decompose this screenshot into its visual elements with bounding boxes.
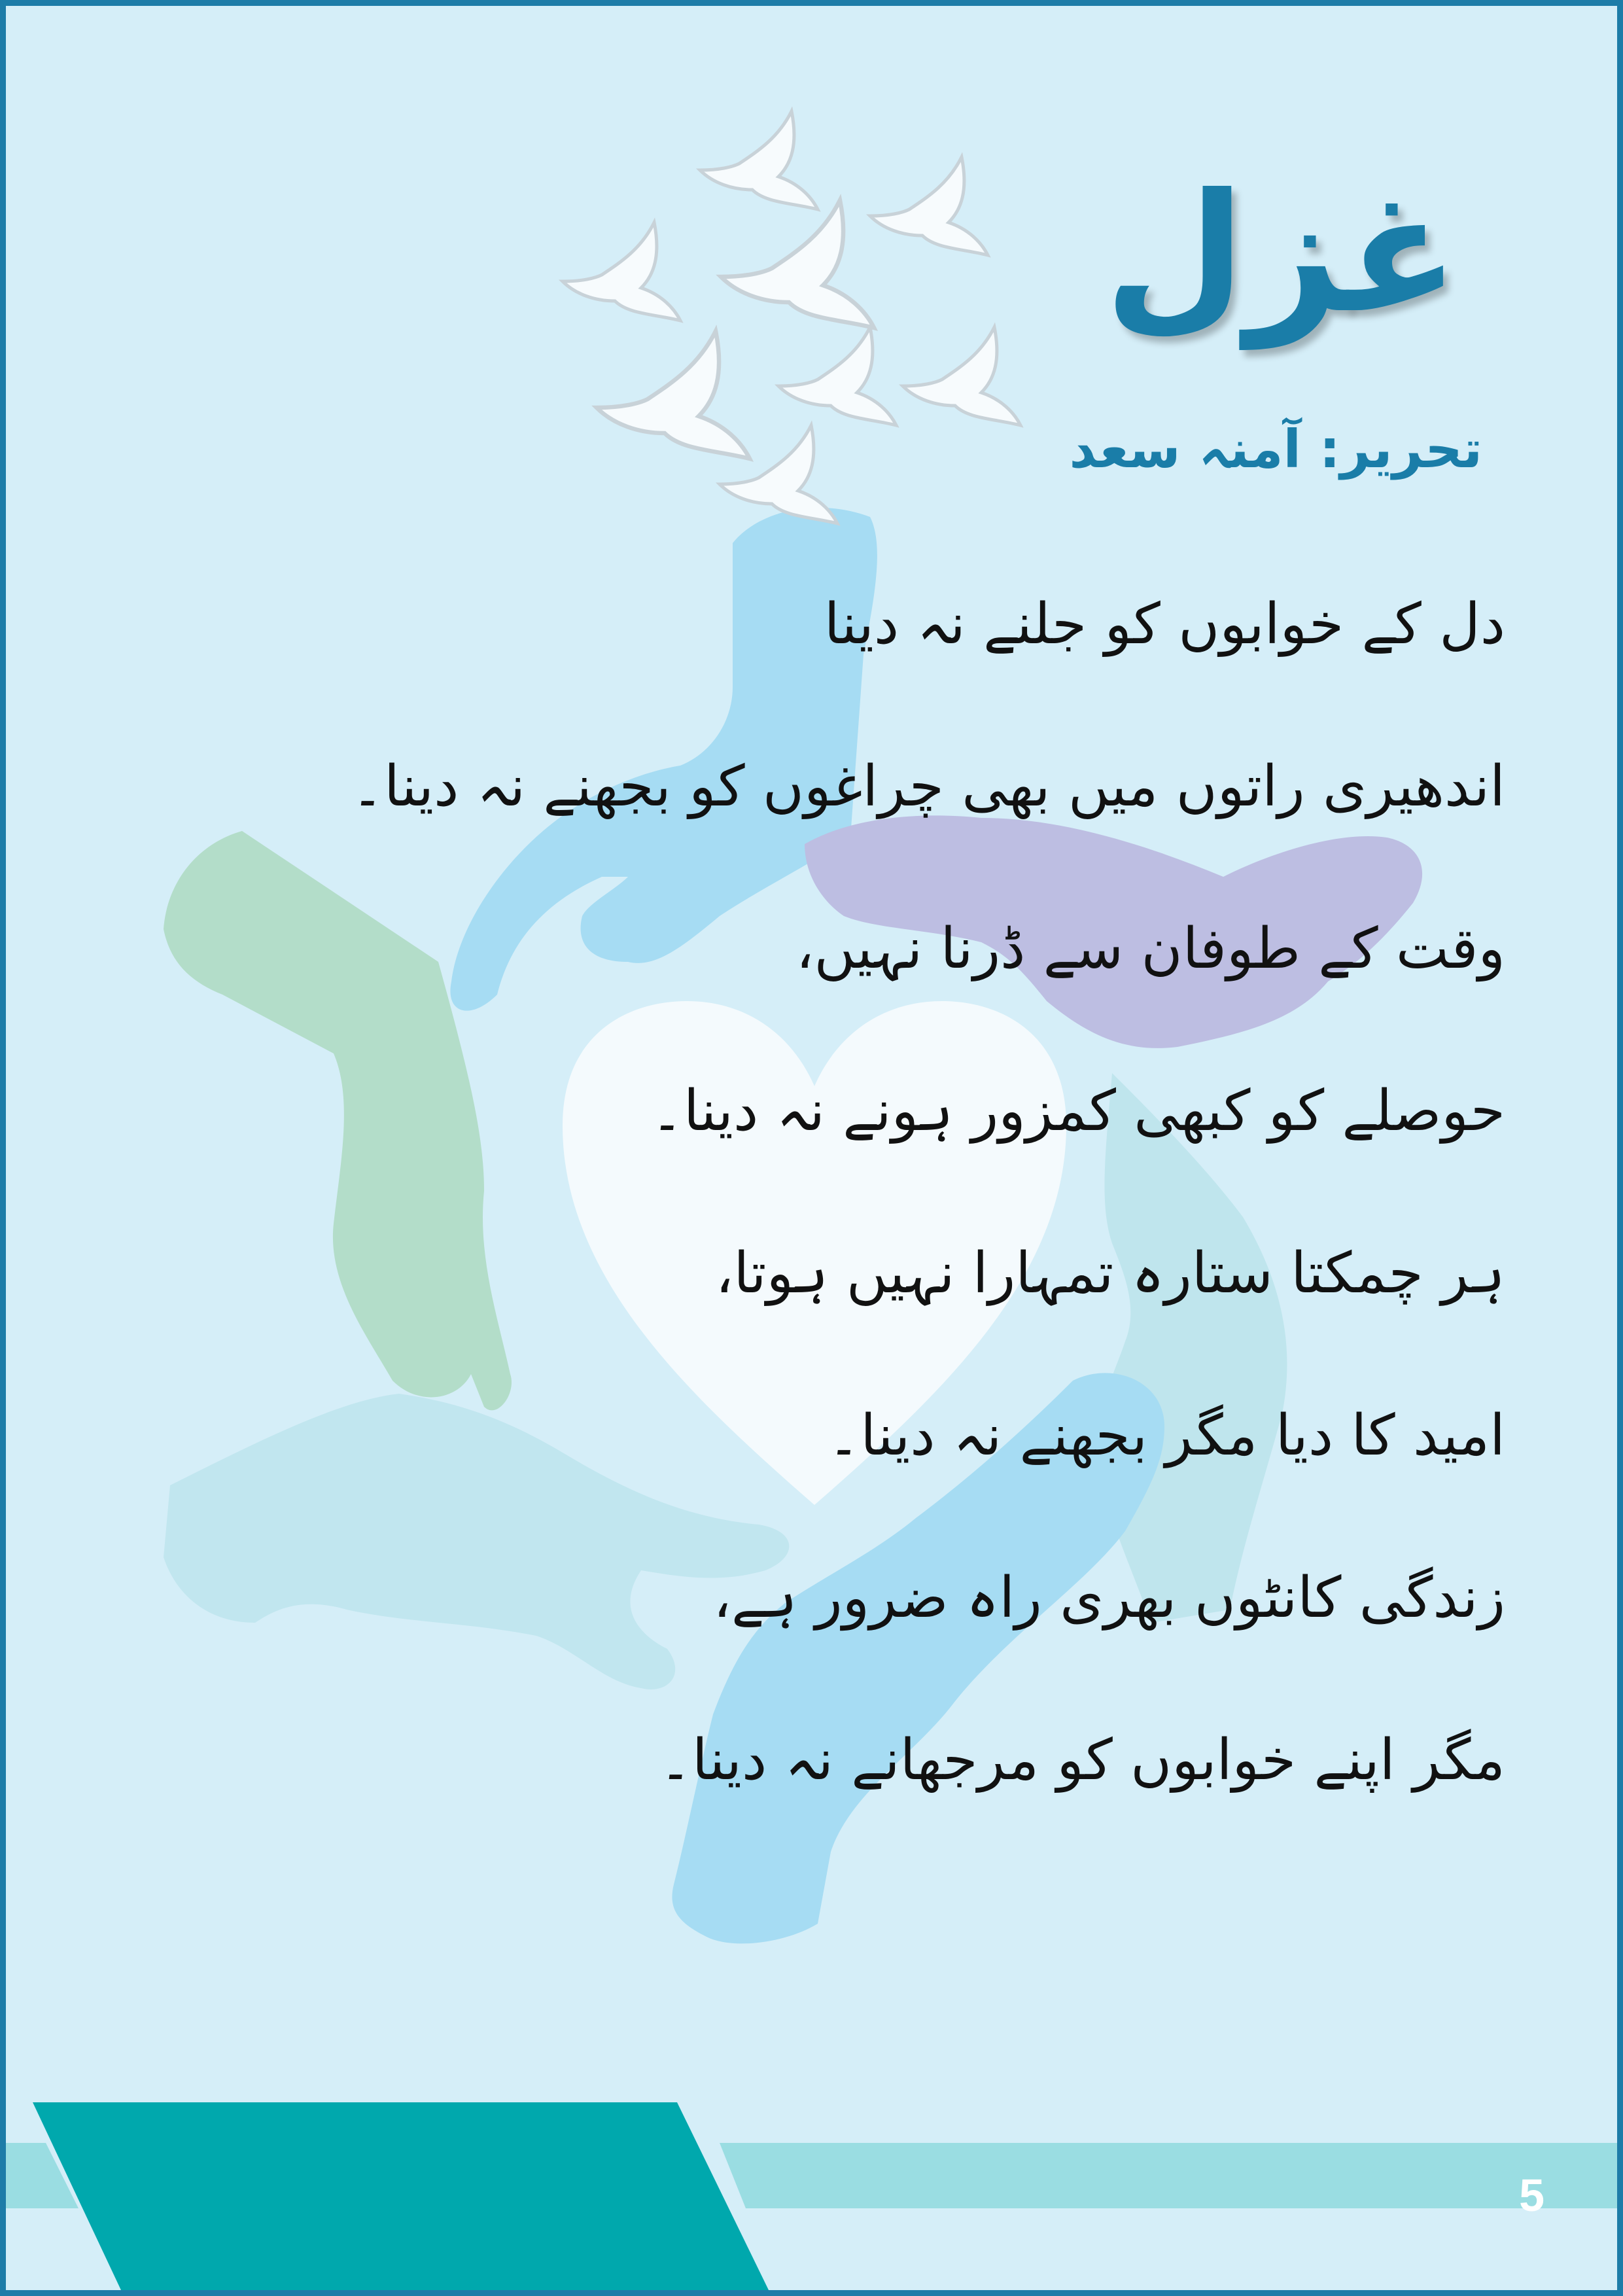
verse-line: زندگی کانٹوں بھری راہ ضرور ہے،	[713, 1565, 1505, 1631]
verse-line: وقت کے طوفان سے ڈرنا نہیں،	[795, 916, 1505, 981]
page-number: 5	[1519, 2170, 1544, 2221]
author-byline: تحریر: آمنہ سعد	[1069, 419, 1482, 480]
verse-line: ہر چمکتا ستارہ تمہارا نہیں ہوتا،	[715, 1241, 1505, 1306]
poem-body	[351, 543, 1505, 1841]
verse-line: اندھیری راتوں میں بھی چراغوں کو بجھنے نہ دینا۔	[351, 754, 1505, 819]
verse-line: دل کے خوابوں کو جلنے نہ دینا	[824, 592, 1505, 657]
page-title: غزل	[1104, 158, 1459, 349]
verse-line: حوصلے کو کبھی کمزور ہونے نہ دینا۔	[650, 1078, 1505, 1144]
verse-line: امید کا دیا مگر بجھنے نہ دینا۔	[827, 1403, 1505, 1468]
verse-line: مگر اپنے خوابوں کو مرجھانے نہ دینا۔	[659, 1727, 1505, 1793]
